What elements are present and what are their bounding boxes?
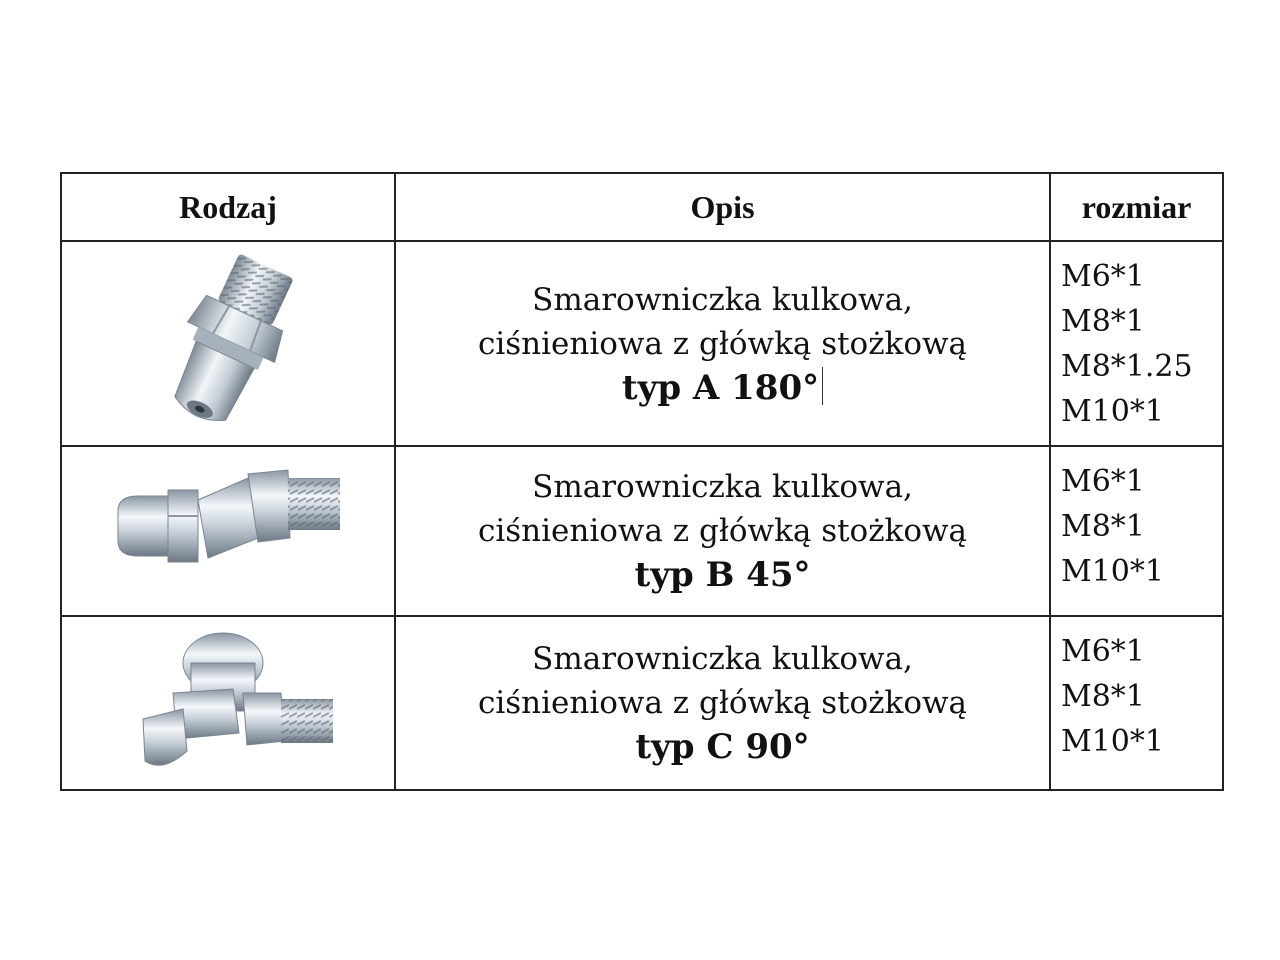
size-item: M8*1 — [1061, 679, 1145, 714]
grease-nipple-90-icon — [113, 623, 343, 783]
rodzaj-cell — [61, 241, 395, 446]
size-item: M6*1 — [1061, 259, 1145, 294]
opis-cell — [395, 241, 1050, 446]
size-item: M6*1 — [1061, 634, 1145, 669]
size-item: M10*1 — [1061, 394, 1164, 429]
size-item: M8*1.25 — [1061, 349, 1193, 384]
rozmiar-cell — [1050, 616, 1223, 790]
description-line-2: ciśnieniowa z główką stożkową — [477, 685, 968, 721]
description-line-2: ciśnieniowa z główką stożkową — [477, 513, 968, 549]
type-text: typ A 180° — [621, 367, 820, 408]
header-opis: Opis — [395, 173, 1050, 241]
rodzaj-cell — [61, 616, 395, 790]
opis-cell — [395, 446, 1050, 616]
type-label: typ B 45° — [634, 555, 811, 595]
size-item: M8*1 — [1061, 509, 1145, 544]
description-line-1: Smarowniczka kulkowa, — [532, 281, 913, 318]
type-label — [396, 366, 1049, 410]
header-rozmiar: rozmiar — [1050, 173, 1223, 241]
opis-cell — [395, 616, 1050, 790]
text-cursor — [822, 367, 823, 405]
description-line-1: Smarowniczka kulkowa, — [532, 641, 913, 677]
grease-nipple-straight-icon — [128, 249, 328, 439]
description-line-1: Smarowniczka kulkowa, — [532, 469, 913, 505]
rozmiar-cell — [1050, 241, 1223, 446]
table-row — [61, 241, 1223, 446]
size-item: M10*1 — [1061, 554, 1164, 589]
grease-nipple-45-icon — [98, 456, 358, 606]
size-item: M6*1 — [1061, 464, 1145, 499]
table-row — [61, 446, 1223, 616]
product-table — [60, 172, 1224, 791]
size-item: M8*1 — [1061, 304, 1145, 339]
table-row — [61, 616, 1223, 790]
header-rodzaj: Rodzaj — [61, 173, 395, 241]
type-label: typ C 90° — [635, 727, 810, 767]
rodzaj-cell — [61, 446, 395, 616]
description-line-2: ciśnieniowa z główką stożkową — [477, 325, 968, 362]
size-item: M10*1 — [1061, 724, 1164, 759]
header-row — [61, 173, 1223, 241]
rozmiar-cell — [1050, 446, 1223, 616]
